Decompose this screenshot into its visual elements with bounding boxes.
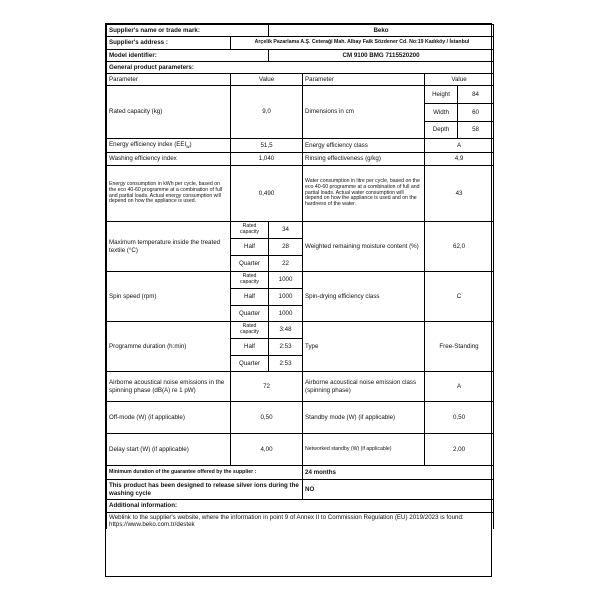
additional-text-row: [107, 513, 494, 530]
rated-capacity-row: [107, 86, 494, 104]
param-header-left: Parameter: [107, 74, 231, 86]
width-label: Width: [425, 104, 458, 122]
networked-standby-value: 2,00: [425, 434, 494, 466]
eei-row: [107, 139, 494, 153]
noise-class-label: Airborne acoustical noise emission class (spinning phase): [303, 372, 425, 402]
address-label: Supplier's address :: [107, 37, 231, 50]
spin-half-value: 1000: [269, 289, 303, 306]
duration-rated-value: 3:48: [269, 322, 303, 339]
max-temp-half-value: 28: [269, 239, 303, 256]
model-value: CM 9100 BMG 7115520200: [269, 50, 494, 62]
washing-index-value: 1,040: [231, 153, 303, 166]
programme-duration-label: Programme duration (h:min): [107, 322, 231, 372]
spin-speed-label: Spin speed (rpm): [107, 272, 231, 322]
washing-index-row: [107, 153, 494, 166]
address-row: [107, 37, 494, 50]
width-value: 60: [458, 104, 494, 122]
silver-ions-value: NO: [303, 480, 494, 500]
off-mode-label: Off-mode (W) (if applicable): [107, 402, 231, 434]
product-fiche-table: [106, 24, 494, 529]
off-mode-row: [107, 402, 494, 434]
consumption-row: [107, 166, 494, 222]
duration-quarter-value: 2:53: [269, 356, 303, 372]
depth-label: Depth: [425, 122, 458, 139]
off-mode-value: 0,50: [231, 402, 303, 434]
programme-duration-row: [107, 322, 494, 339]
rated-capacity-value: 9,0: [231, 86, 303, 139]
energy-consumption-label: Energy consumption in kWh per cycle, based on the eco 40-60 programme at a combination of full and partial loads. Actual energy consumption will depend on how the appliance is used.: [107, 166, 231, 222]
rinsing-value: 4,9: [425, 153, 494, 166]
spin-class-value: C: [425, 272, 494, 322]
standby-label: Standby mode (W) (if applicable): [303, 402, 425, 434]
spin-quarter-value: 1000: [269, 306, 303, 322]
height-label: Height: [425, 86, 458, 104]
noise-label: Airborne acoustical noise emissions in the spinning phase (dB(A) re 1 pW): [107, 372, 231, 402]
moisture-value: 62,0: [425, 222, 494, 272]
height-value: 84: [458, 86, 494, 104]
standby-value: 0,50: [425, 402, 494, 434]
delay-start-label: Delay start (W) (if applicable): [107, 434, 231, 466]
max-temp-quarter-label: Quarter: [231, 256, 269, 272]
guarantee-value: 24 months: [303, 466, 494, 480]
rated-capacity-label: Rated capacity (kg): [107, 86, 231, 139]
eei-label: Energy efficiency index $(EEI_w)$: [107, 139, 231, 153]
energy-consumption-value: 0,490: [231, 166, 303, 222]
additional-info-text: Weblink to the supplier's website, where the information in point 9 of Annex II to Commission Regulation (EU) 2019/2023 is found: https://www.beko.com.tr/destek: [107, 513, 494, 530]
networked-standby-label: Networked standby (W) (if applicable): [303, 434, 425, 466]
duration-half-label: Half: [231, 339, 269, 356]
max-temp-half-label: Half: [231, 239, 269, 256]
supplier-label: Supplier's name or trade mark:: [107, 25, 269, 37]
dimensions-label: Dimensions in cm: [303, 86, 425, 139]
spin-speed-row: [107, 272, 494, 289]
silver-ions-row: [107, 480, 494, 500]
general-params-title: General product parameters:: [107, 62, 494, 74]
rinsing-label: Rinsing effectiveness (g/kg): [303, 153, 425, 166]
noise-value: 72: [231, 372, 303, 402]
spin-rated-label: Rated capacity: [231, 272, 269, 289]
duration-rated-label: Rated capacity: [231, 322, 269, 339]
delay-start-row: [107, 434, 494, 466]
delay-start-value: 4,00: [231, 434, 303, 466]
silver-ions-label: This product has been designed to release silver ions during the washing cycle: [107, 480, 303, 500]
address-value: Arçelik Pazarlama A.Ş. Ceteraği Mah. Albay Faik Sözdener Cd. No:19 Kadıköy / İstanbul: [231, 37, 494, 50]
type-label: Type: [303, 322, 425, 372]
energy-class-label: Energy efficiency class: [303, 139, 425, 153]
guarantee-label: Minimum duration of the guarantee offered by the supplier :: [107, 466, 303, 480]
water-consumption-label: Water consumption in litre per cycle, based on the eco 40-60 programme at a combination of full and partial loads. Actual water consumption will depend on how the appliance is used and on the hardness of the water.: [303, 166, 425, 222]
additional-info-title: Additional information:: [107, 500, 494, 513]
spin-rated-value: 1000: [269, 272, 303, 289]
washing-index-label: Washing efficiency index: [107, 153, 231, 166]
depth-value: 58: [458, 122, 494, 139]
max-temp-quarter-value: 22: [269, 256, 303, 272]
support-link[interactable]: https://www.beko.com.tr/destek: [109, 521, 195, 529]
column-header-row: [107, 74, 494, 86]
noise-class-value: A: [425, 372, 494, 402]
max-temp-rated-value: 34: [269, 222, 303, 239]
supplier-row: [107, 25, 494, 37]
energy-class-value: A: [425, 139, 494, 153]
product-information-sheet: [105, 23, 492, 577]
general-title-row: [107, 62, 494, 74]
moisture-label: Weighted remaining moisture content (%): [303, 222, 425, 272]
model-label: Model identifier:: [107, 50, 269, 62]
eei-value: 51,5: [231, 139, 303, 153]
water-consumption-value: 43: [425, 166, 494, 222]
param-header-right: Parameter: [303, 74, 425, 86]
max-temp-row: [107, 222, 494, 239]
value-header-right: Value: [425, 74, 494, 86]
max-temp-label: Maximum temperature inside the treated textile (°C): [107, 222, 231, 272]
model-row: [107, 50, 494, 62]
spin-half-label: Half: [231, 289, 269, 306]
duration-quarter-label: Quarter: [231, 356, 269, 372]
max-temp-rated-label: Rated capacity: [231, 222, 269, 239]
spin-quarter-label: Quarter: [231, 306, 269, 322]
additional-title-row: [107, 500, 494, 513]
spin-class-label: Spin-drying efficiency class: [303, 272, 425, 322]
noise-row: [107, 372, 494, 402]
guarantee-row: [107, 466, 494, 480]
supplier-value: Beko: [269, 25, 494, 37]
type-value: Free-Standing: [425, 322, 494, 372]
value-header-left: Value: [231, 74, 303, 86]
duration-half-value: 2:53: [269, 339, 303, 356]
